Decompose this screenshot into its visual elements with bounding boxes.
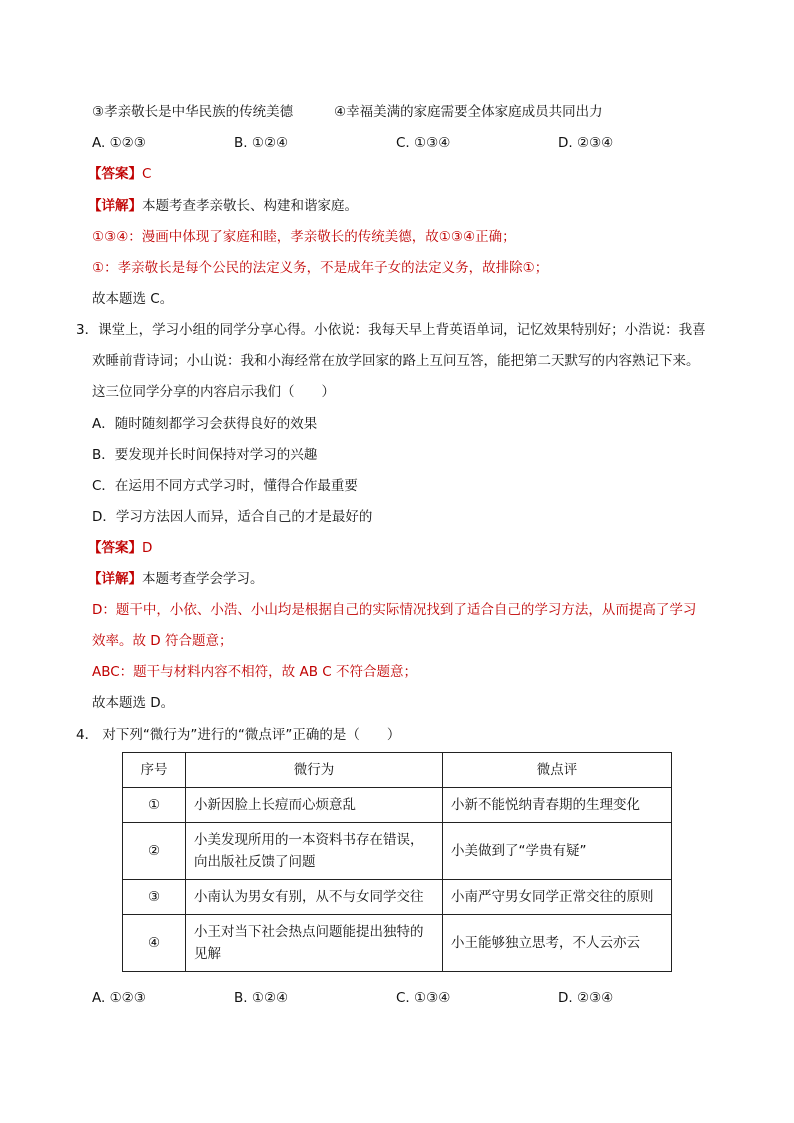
q3-explanation-1a: D：题干中，小依、小浩、小山均是根据自己的实际情况找到了适合自己的学习方法，从而提高了学习 — [92, 602, 697, 618]
header-number: 序号 — [123, 753, 186, 788]
answer-value: D — [142, 540, 153, 556]
row-behavior: 小新因脸上长痘而心烦意乱 — [186, 788, 443, 823]
row-comment: 小王能够独立思考，不人云亦云 — [443, 915, 672, 972]
row-behavior: 小美发现所用的一本资料书存在错误，向出版社反馈了问题 — [186, 823, 443, 880]
q3-explanation-1b: 效率。故 D 符合题意； — [92, 633, 233, 649]
row-comment: 小新不能悦纳青春期的生理变化 — [443, 788, 672, 823]
q3-stem-line-1: 3．课堂上，学习小组的同学分享心得。小依说：我每天早上背英语单词，记忆效果特别好；小浩说：我喜 — [76, 322, 706, 338]
q4-choice-d: D. ②③④ — [558, 990, 614, 1006]
q3-answer — [88, 538, 152, 558]
q2-statement-4: ④幸福美满的家庭需要全体家庭成员共同出力 — [334, 104, 603, 120]
row-number: ④ — [123, 915, 186, 972]
q4-choice-b: B. ①②④ — [234, 990, 289, 1006]
row-number: ① — [123, 788, 186, 823]
q3-option-c: C．在运用不同方式学习时，懂得合作最重要 — [92, 478, 358, 494]
answer-value: C — [142, 166, 152, 182]
row-behavior: 小王对当下社会热点问题能提出独特的见解 — [186, 915, 443, 972]
row-comment: 小南严守男女同学正常交往的原则 — [443, 880, 672, 915]
table-row — [123, 915, 672, 972]
q4-choice-c: C. ①③④ — [396, 990, 451, 1006]
q2-detail — [88, 196, 358, 216]
row-comment: 小美做到了“学贵有疑” — [443, 823, 672, 880]
q3-explanation-2: ABC：题干与材料内容不相符，故 AB C 不符合题意； — [92, 664, 417, 680]
q3-detail — [88, 569, 264, 589]
q2-choice-b: B. ①②④ — [234, 135, 289, 151]
table-row — [123, 788, 672, 823]
header-comment: 微点评 — [443, 753, 672, 788]
q3-option-b: B．要发现并长时间保持对学习的兴趣 — [92, 447, 318, 463]
row-number: ② — [123, 823, 186, 880]
detail-text: 本题考查孝亲敬长、构建和谐家庭。 — [142, 198, 358, 214]
q4-stem: 4． 对下列“微行为”进行的“微点评”正确的是（ ） — [76, 727, 401, 743]
q3-option-a: A．随时随刻都学习会获得良好的效果 — [92, 416, 318, 432]
q2-explanation-1: ①③④：漫画中体现了家庭和睦，孝亲敬长的传统美德，故①③④正确； — [92, 229, 516, 245]
q4-choice-a: A. ①②③ — [92, 990, 146, 1006]
header-behavior: 微行为 — [186, 753, 443, 788]
q2-choice-d: D. ②③④ — [558, 135, 614, 151]
q2-explanation-2: ①：孝亲敬长是每个公民的法定义务，不是成年子女的法定义务，故排除①； — [92, 260, 549, 276]
detail-label: 【详解】 — [88, 198, 142, 214]
table-row — [123, 823, 672, 880]
row-number: ③ — [123, 880, 186, 915]
q4-table — [122, 752, 672, 972]
q3-stem-line-3: 这三位同学分享的内容启示我们（ ） — [92, 384, 335, 400]
q2-answer — [88, 164, 151, 184]
q2-statement-3: ③孝亲敬长是中华民族的传统美德 — [92, 104, 294, 120]
answer-label: 【答案】 — [88, 166, 142, 182]
q3-stem-line-2: 欢睡前背诗词；小山说：我和小海经常在放学回家的路上互问互答，能把第二天默写的内容熟记下来。 — [92, 353, 700, 369]
row-behavior: 小南认为男女有别，从不与女同学交往 — [186, 880, 443, 915]
detail-label: 【详解】 — [88, 571, 142, 587]
q2-conclusion: 故本题选 C。 — [92, 291, 174, 307]
table-row — [123, 880, 672, 915]
table-header-row — [123, 753, 672, 788]
q3-conclusion: 故本题选 D。 — [92, 695, 175, 711]
answer-label: 【答案】 — [88, 540, 142, 556]
q2-choice-c: C. ①③④ — [396, 135, 451, 151]
q2-choice-a: A. ①②③ — [92, 135, 146, 151]
detail-text: 本题考查学会学习。 — [142, 571, 264, 587]
q3-option-d: D．学习方法因人而异，适合自己的才是最好的 — [92, 509, 373, 525]
